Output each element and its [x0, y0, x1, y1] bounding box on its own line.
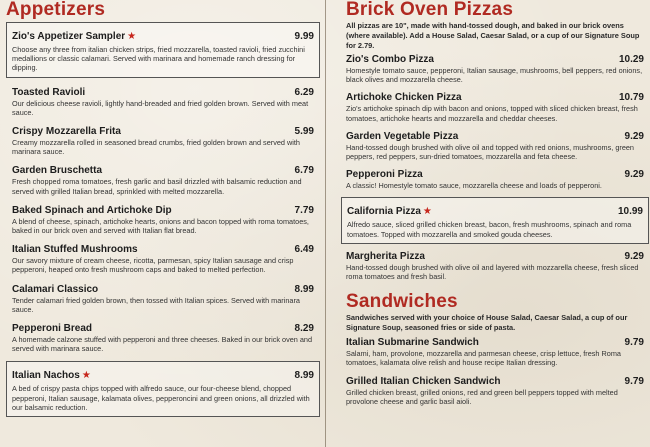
item-name: Garden Vegetable Pizza	[346, 130, 459, 142]
item-price: 10.99	[617, 206, 643, 218]
item-name: Pepperoni Bread	[12, 323, 93, 335]
item-name: Italian Nachos	[12, 370, 80, 382]
item-price: 9.79	[624, 337, 644, 349]
appetizers-column	[6, 0, 320, 417]
item-price: 9.29	[624, 250, 644, 262]
item-price: 7.79	[294, 204, 314, 216]
item-description: Grilled chicken breast, grilled onions, red and green bell peppers topped with melted provolone cheese and garlic basil aioli.	[346, 387, 618, 406]
item-price: 9.79	[624, 375, 644, 387]
item-price: 10.29	[618, 54, 644, 65]
column-divider	[325, 0, 326, 447]
item-price: 9.99	[294, 31, 314, 42]
item-name: Zio's Combo Pizza	[346, 54, 434, 65]
menu-item-italian-stuffed-mushrooms	[6, 244, 320, 274]
item-name: Calamari Classico	[12, 283, 99, 295]
menu-item-toasted-ravioli	[6, 87, 320, 117]
item-price: 9.29	[624, 169, 644, 181]
menu-item-garden-vegetable-pizza	[346, 131, 644, 161]
item-description: A bed of crispy pasta chips topped with alfredo sauce, our four-cheese blend, chopped pepperoni, Italian sausage, kalamata olives, pepperoncini and green onions, all drizzled with our balsamic reduction.	[12, 384, 310, 412]
item-price: 8.29	[294, 323, 314, 335]
item-price: 6.79	[294, 165, 314, 177]
menu-item-garden-bruschetta	[6, 165, 320, 195]
item-price: 8.99	[294, 370, 314, 382]
item-name: Garden Bruschetta	[12, 165, 103, 177]
item-description: A blend of cheese, spinach, artichoke hearts, onions and bacon topped with roma tomatoes, baked in our brick oven and served with Italian flat bread.	[12, 216, 309, 236]
menu-item-artichoke-chicken-pizza	[346, 92, 644, 122]
item-price: 10.79	[618, 92, 644, 104]
item-description: A classic! Homestyle tomato sauce, mozzarella cheese and loads of pepperoni.	[346, 181, 602, 191]
item-name: Baked Spinach and Artichoke Dip	[12, 204, 172, 216]
item-price: 6.29	[294, 86, 314, 98]
item-description: Hand-tossed dough brushed with olive oil and topped with red onions, mushrooms, green peppers, red peppers, sun-dried tomatoes, mozzarella and feta cheese.	[346, 142, 634, 162]
item-name: Pepperoni Pizza	[346, 169, 423, 181]
item-description: A homemade calzone stuffed with pepperoni and three cheeses. Baked in our brick oven and served with marinara sauce.	[12, 335, 313, 354]
item-description: Fresh chopped roma tomatoes, fresh garlic and basil drizzled with balsamic reduction and served with grilled Italian bread, sprinkled with melted mozzarella.	[12, 177, 302, 196]
pizzas-sandwiches-column	[346, 0, 644, 406]
sandwiches-subtitle: Sandwiches served with your choice of House Salad, Caesar Salad, a cup of our Signature Soup, seasoned fries or side of pasta.	[346, 313, 628, 333]
sandwiches-title: Sandwiches	[346, 291, 458, 313]
item-price: 8.99	[294, 283, 314, 295]
menu-item-zios-appetizer-sampler	[6, 22, 320, 78]
item-name: Artichoke Chicken Pizza	[346, 92, 462, 104]
item-name: Toasted Ravioli	[12, 86, 86, 98]
star-icon: ★	[81, 370, 91, 382]
appetizers-title: Appetizers	[6, 0, 106, 20]
item-price: 6.49	[294, 244, 314, 256]
star-icon: ★	[422, 206, 432, 218]
star-icon: ★	[127, 31, 137, 42]
menu-item-baked-spinach-artichoke-dip	[6, 205, 320, 235]
menu-item-grilled-italian-chicken-sandwich	[346, 376, 644, 406]
item-price: 9.29	[624, 130, 644, 142]
item-name: California Pizza	[347, 206, 421, 218]
menu-item-pepperoni-bread	[6, 323, 320, 353]
menu-item-italian-nachos	[6, 361, 320, 417]
item-description: Salami, ham, provolone, mozzarella and parmesan cheese, crisp lettuce, fresh Roma tomatoes, kalamata olive relish and house recipe Italian dressing.	[346, 349, 621, 368]
menu-item-pepperoni-pizza	[346, 169, 644, 190]
item-description: Homestyle tomato sauce, pepperoni, Italian sausage, mushrooms, bell peppers, red onions, black olives and mozzarella cheese.	[346, 66, 643, 85]
pizzas-title: Brick Oven Pizzas	[346, 0, 514, 20]
item-description: Zio's artichoke spinach dip with bacon and onions, topped with sliced chicken breast, fresh tomatoes, artichoke hearts and mozzarella and cheddar cheeses.	[346, 104, 638, 123]
menu-item-zios-combo-pizza	[346, 54, 644, 84]
item-price: 5.99	[294, 126, 314, 138]
menu-item-italian-submarine-sandwich	[346, 337, 644, 367]
item-name: Italian Stuffed Mushrooms	[12, 244, 138, 256]
item-name: Zio's Appetizer Sampler	[12, 31, 126, 42]
item-name: Margherita Pizza	[346, 250, 425, 262]
item-description: Our savory mixture of cream cheese, ricotta, parmesan, spicy Italian sausage and crisp pepperoni, heaped onto fresh mushroom caps and baked to melted perfection.	[12, 256, 294, 275]
menu-item-crispy-mozzarella-frita	[6, 126, 320, 156]
item-description: Alfredo sauce, sliced grilled chicken breast, bacon, fresh mushrooms, spinach and roma tomatoes. Topped with mozzarella and smoked gouda cheeses.	[347, 220, 632, 239]
pizzas-subtitle: All pizzas are 10", made with hand-tossed dough, and baked in our brick ovens (where available). Add a House Salad, Caesar Salad, or a cup of our Signature Soup for 2.79.	[346, 21, 640, 50]
item-description: Choose any three from italian chicken strips, fried mozzarella, toasted ravioli, fried zucchini medallions or classic calamari. Served with marinara and homemade ranch dressing for dipping.	[12, 45, 305, 73]
menu-item-calamari-classico	[6, 284, 320, 314]
item-description: Tender calamari fried golden brown, then tossed with Italian spices. Served with marinara sauce.	[12, 295, 300, 314]
item-description: Hand-tossed dough brushed with olive oil and layered with mozzarella cheese, fresh sliced roma tomatoes and fresh basil.	[346, 262, 639, 282]
menu-item-california-pizza	[341, 197, 649, 243]
item-description: Our delicious cheese ravioli, lightly hand-breaded and fried golden brown. Served with meat sauce.	[12, 98, 309, 117]
item-name: Crispy Mozzarella Frita	[12, 126, 121, 138]
item-name: Italian Submarine Sandwich	[346, 337, 479, 349]
item-name: Grilled Italian Chicken Sandwich	[346, 375, 501, 387]
item-description: Creamy mozzarella rolled in seasoned bread crumbs, fried golden brown and served with marinara sauce.	[12, 138, 300, 157]
menu-item-margherita-pizza	[346, 251, 644, 281]
